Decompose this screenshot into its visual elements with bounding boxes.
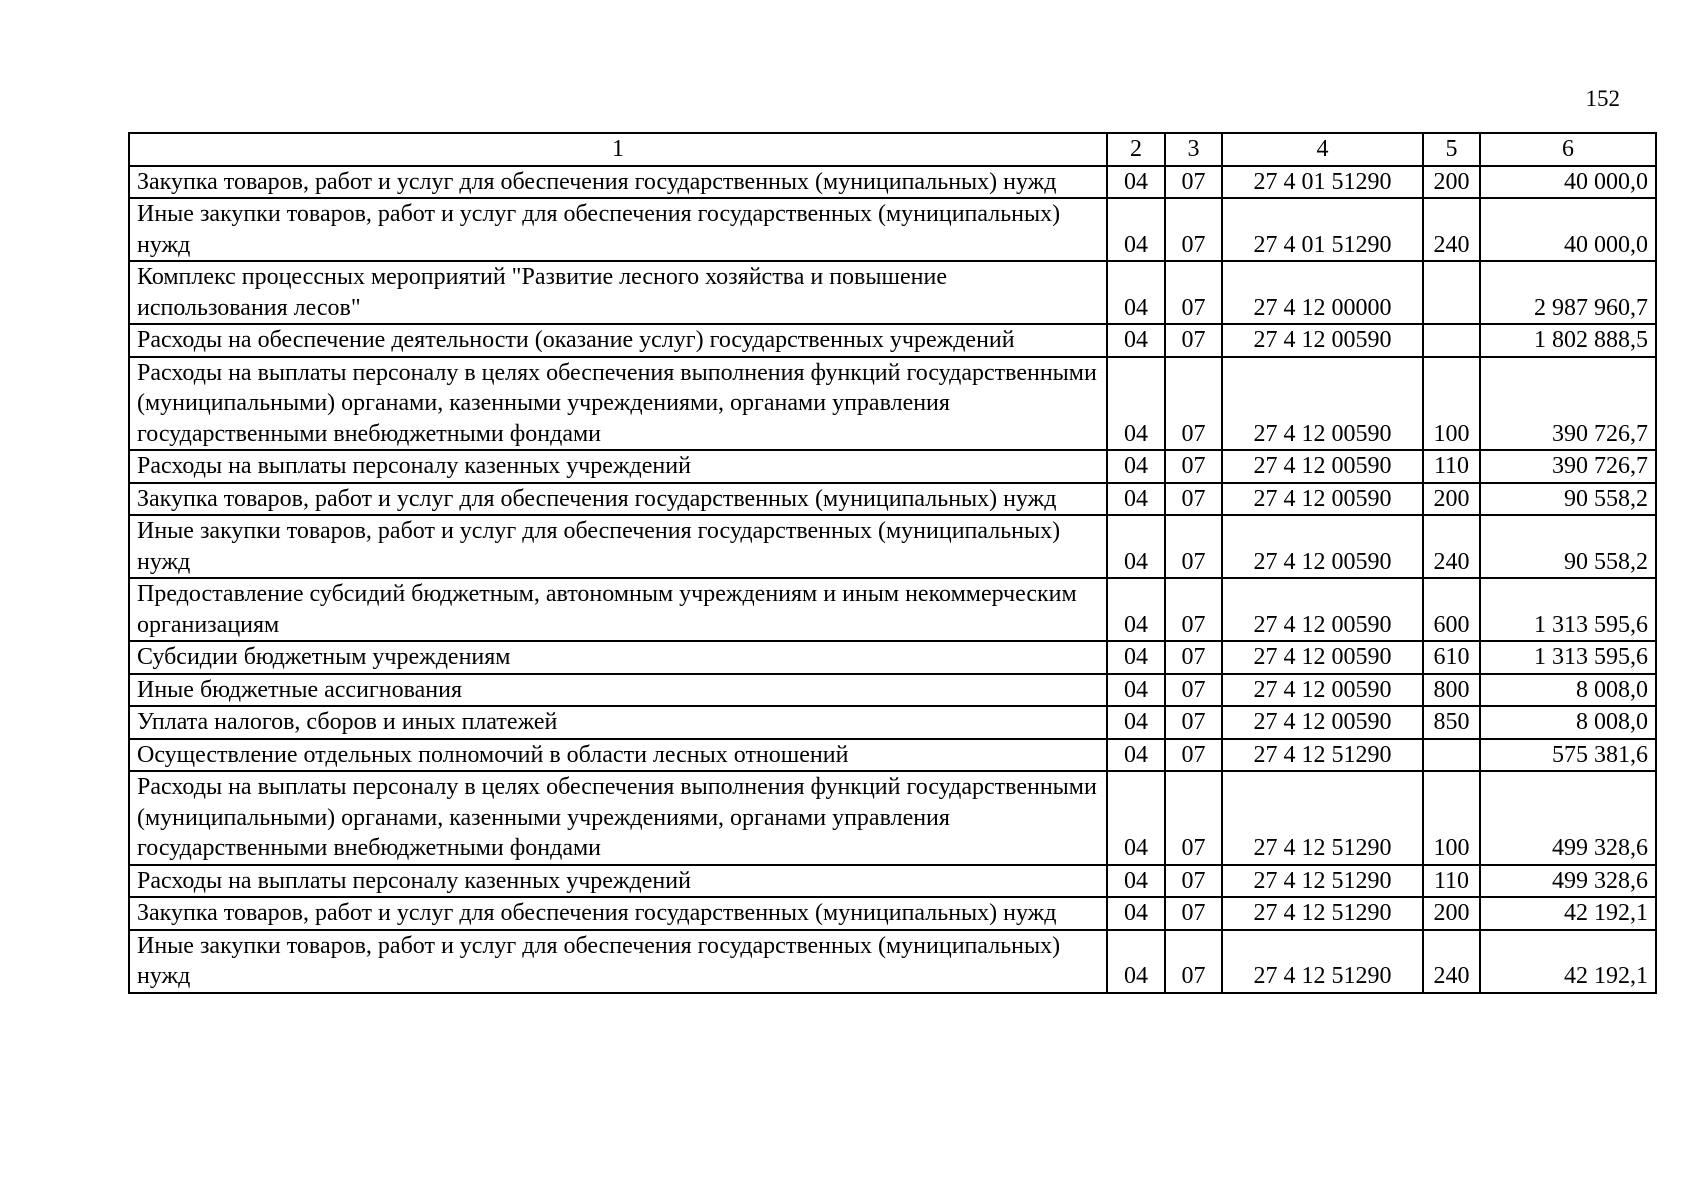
- expense-type-cell: 100: [1423, 771, 1480, 865]
- amount-cell: 90 558,2: [1480, 483, 1656, 516]
- section-code-cell: 04: [1107, 324, 1165, 357]
- expense-name-cell: Расходы на выплаты персоналу в целях обеспечения выполнения функций государственными (муниципальными) органами, казенными учреждениями, органами управления государственными внебюджетными фондами: [129, 771, 1107, 865]
- subsection-code-cell: 07: [1165, 930, 1222, 993]
- subsection-code-cell: 07: [1165, 641, 1222, 674]
- header-col-1: 1: [129, 133, 1107, 166]
- table-body: [129, 166, 1656, 993]
- section-code-cell: 04: [1107, 930, 1165, 993]
- table-row: [129, 483, 1656, 516]
- subsection-code-cell: 07: [1165, 198, 1222, 261]
- expense-type-cell: 610: [1423, 641, 1480, 674]
- section-code-cell: 04: [1107, 897, 1165, 930]
- header-col-2: 2: [1107, 133, 1165, 166]
- header-row: [129, 133, 1656, 166]
- section-code-cell: 04: [1107, 641, 1165, 674]
- amount-cell: 42 192,1: [1480, 930, 1656, 993]
- expense-type-cell: 600: [1423, 578, 1480, 641]
- expense-type-cell: 240: [1423, 930, 1480, 993]
- section-code-cell: 04: [1107, 706, 1165, 739]
- table-row: [129, 865, 1656, 898]
- amount-cell: 499 328,6: [1480, 865, 1656, 898]
- section-code-cell: 04: [1107, 357, 1165, 451]
- table-row: [129, 771, 1656, 865]
- subsection-code-cell: 07: [1165, 897, 1222, 930]
- amount-cell: 390 726,7: [1480, 357, 1656, 451]
- expense-name-cell: Комплекс процессных мероприятий "Развитие лесного хозяйства и повышение использования лесов": [129, 261, 1107, 324]
- expense-name-cell: Расходы на выплаты персоналу в целях обеспечения выполнения функций государственными (муниципальными) органами, казенными учреждениями, органами управления государственными внебюджетными фондами: [129, 357, 1107, 451]
- amount-cell: 575 381,6: [1480, 739, 1656, 772]
- expense-name-cell: Субсидии бюджетным учреждениям: [129, 641, 1107, 674]
- amount-cell: 40 000,0: [1480, 166, 1656, 199]
- amount-cell: 2 987 960,7: [1480, 261, 1656, 324]
- expense-name-cell: Иные закупки товаров, работ и услуг для обеспечения государственных (муниципальных) нужд: [129, 930, 1107, 993]
- target-article-cell: 27 4 12 00590: [1222, 450, 1423, 483]
- expense-type-cell: 240: [1423, 198, 1480, 261]
- table-row: [129, 166, 1656, 199]
- amount-cell: 499 328,6: [1480, 771, 1656, 865]
- target-article-cell: 27 4 12 00590: [1222, 515, 1423, 578]
- subsection-code-cell: 07: [1165, 771, 1222, 865]
- target-article-cell: 27 4 12 51290: [1222, 897, 1423, 930]
- table-row: [129, 357, 1656, 451]
- expense-name-cell: Осуществление отдельных полномочий в области лесных отношений: [129, 739, 1107, 772]
- expense-type-cell: 850: [1423, 706, 1480, 739]
- expense-name-cell: Закупка товаров, работ и услуг для обеспечения государственных (муниципальных) нужд: [129, 483, 1107, 516]
- amount-cell: 8 008,0: [1480, 706, 1656, 739]
- expense-name-cell: Иные бюджетные ассигнования: [129, 674, 1107, 707]
- table-row: [129, 450, 1656, 483]
- table-row: [129, 261, 1656, 324]
- subsection-code-cell: 07: [1165, 739, 1222, 772]
- amount-cell: 90 558,2: [1480, 515, 1656, 578]
- amount-cell: 8 008,0: [1480, 674, 1656, 707]
- section-code-cell: 04: [1107, 450, 1165, 483]
- budget-table: [128, 132, 1657, 994]
- expense-type-cell: [1423, 739, 1480, 772]
- section-code-cell: 04: [1107, 198, 1165, 261]
- expense-name-cell: Расходы на обеспечение деятельности (оказание услуг) государственных учреждений: [129, 324, 1107, 357]
- header-col-6: 6: [1480, 133, 1656, 166]
- subsection-code-cell: 07: [1165, 706, 1222, 739]
- subsection-code-cell: 07: [1165, 450, 1222, 483]
- section-code-cell: 04: [1107, 674, 1165, 707]
- target-article-cell: 27 4 12 00590: [1222, 483, 1423, 516]
- amount-cell: 1 802 888,5: [1480, 324, 1656, 357]
- amount-cell: 1 313 595,6: [1480, 578, 1656, 641]
- table-row: [129, 706, 1656, 739]
- table-row: [129, 674, 1656, 707]
- subsection-code-cell: 07: [1165, 578, 1222, 641]
- subsection-code-cell: 07: [1165, 324, 1222, 357]
- target-article-cell: 27 4 12 51290: [1222, 865, 1423, 898]
- target-article-cell: 27 4 12 00590: [1222, 641, 1423, 674]
- expense-name-cell: Иные закупки товаров, работ и услуг для обеспечения государственных (муниципальных) нужд: [129, 198, 1107, 261]
- target-article-cell: 27 4 12 00590: [1222, 706, 1423, 739]
- table-row: [129, 641, 1656, 674]
- expense-type-cell: [1423, 261, 1480, 324]
- amount-cell: 42 192,1: [1480, 897, 1656, 930]
- target-article-cell: 27 4 12 00590: [1222, 674, 1423, 707]
- section-code-cell: 04: [1107, 483, 1165, 516]
- table-row: [129, 515, 1656, 578]
- target-article-cell: 27 4 12 00590: [1222, 357, 1423, 451]
- header-col-3: 3: [1165, 133, 1222, 166]
- expense-type-cell: 200: [1423, 897, 1480, 930]
- expense-type-cell: 800: [1423, 674, 1480, 707]
- expense-type-cell: 200: [1423, 483, 1480, 516]
- section-code-cell: 04: [1107, 578, 1165, 641]
- table-row: [129, 930, 1656, 993]
- section-code-cell: 04: [1107, 739, 1165, 772]
- amount-cell: 390 726,7: [1480, 450, 1656, 483]
- subsection-code-cell: 07: [1165, 865, 1222, 898]
- target-article-cell: 27 4 12 51290: [1222, 930, 1423, 993]
- expense-name-cell: Иные закупки товаров, работ и услуг для обеспечения государственных (муниципальных) нужд: [129, 515, 1107, 578]
- expense-type-cell: [1423, 324, 1480, 357]
- expense-type-cell: 110: [1423, 865, 1480, 898]
- section-code-cell: 04: [1107, 261, 1165, 324]
- section-code-cell: 04: [1107, 515, 1165, 578]
- table-row: [129, 578, 1656, 641]
- subsection-code-cell: 07: [1165, 261, 1222, 324]
- target-article-cell: 27 4 12 00000: [1222, 261, 1423, 324]
- expense-name-cell: Уплата налогов, сборов и иных платежей: [129, 706, 1107, 739]
- header-col-4: 4: [1222, 133, 1423, 166]
- target-article-cell: 27 4 12 51290: [1222, 771, 1423, 865]
- subsection-code-cell: 07: [1165, 515, 1222, 578]
- amount-cell: 1 313 595,6: [1480, 641, 1656, 674]
- target-article-cell: 27 4 01 51290: [1222, 166, 1423, 199]
- amount-cell: 40 000,0: [1480, 198, 1656, 261]
- expense-name-cell: Закупка товаров, работ и услуг для обеспечения государственных (муниципальных) нужд: [129, 166, 1107, 199]
- section-code-cell: 04: [1107, 166, 1165, 199]
- expense-type-cell: 100: [1423, 357, 1480, 451]
- expense-type-cell: 240: [1423, 515, 1480, 578]
- target-article-cell: 27 4 12 51290: [1222, 739, 1423, 772]
- subsection-code-cell: 07: [1165, 166, 1222, 199]
- expense-type-cell: 200: [1423, 166, 1480, 199]
- expense-name-cell: Расходы на выплаты персоналу казенных учреждений: [129, 450, 1107, 483]
- page-number: 152: [1585, 86, 1620, 111]
- table-row: [129, 324, 1656, 357]
- section-code-cell: 04: [1107, 771, 1165, 865]
- expense-name-cell: Предоставление субсидий бюджетным, автономным учреждениям и иным некоммерческим организациям: [129, 578, 1107, 641]
- subsection-code-cell: 07: [1165, 357, 1222, 451]
- expense-name-cell: Расходы на выплаты персоналу казенных учреждений: [129, 865, 1107, 898]
- target-article-cell: 27 4 12 00590: [1222, 578, 1423, 641]
- subsection-code-cell: 07: [1165, 483, 1222, 516]
- table-row: [129, 897, 1656, 930]
- subsection-code-cell: 07: [1165, 674, 1222, 707]
- section-code-cell: 04: [1107, 865, 1165, 898]
- header-col-5: 5: [1423, 133, 1480, 166]
- table-row: [129, 739, 1656, 772]
- expense-name-cell: Закупка товаров, работ и услуг для обеспечения государственных (муниципальных) нужд: [129, 897, 1107, 930]
- table-row: [129, 198, 1656, 261]
- target-article-cell: 27 4 01 51290: [1222, 198, 1423, 261]
- target-article-cell: 27 4 12 00590: [1222, 324, 1423, 357]
- expense-type-cell: 110: [1423, 450, 1480, 483]
